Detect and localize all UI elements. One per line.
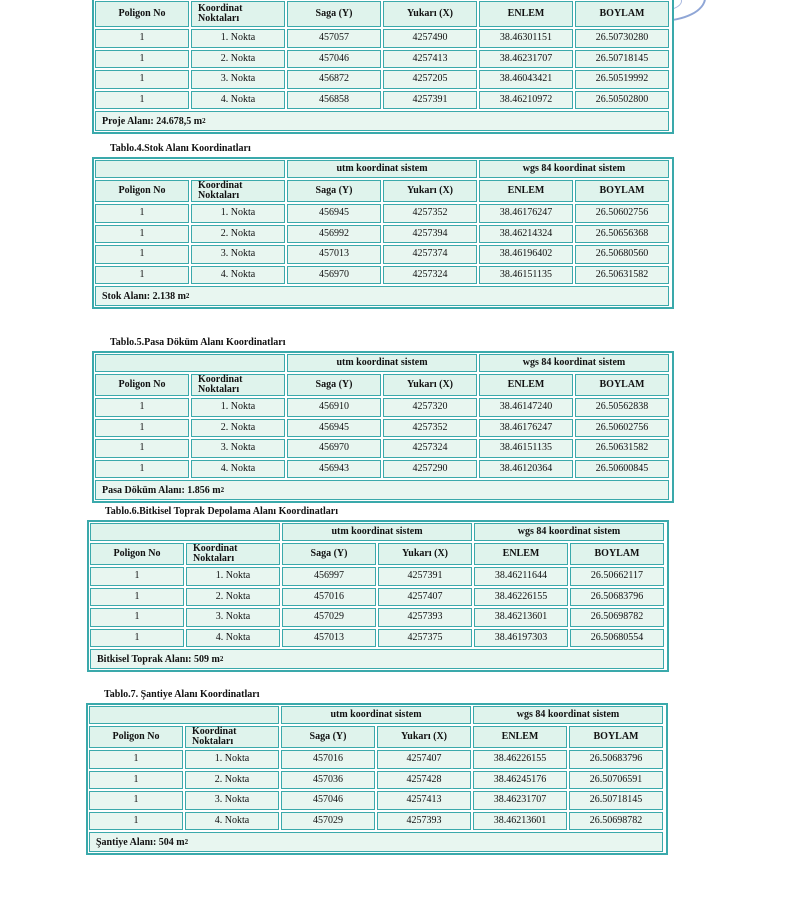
table-row	[94, 438, 672, 459]
area-total-label: Pasa Döküm Alanı: 1.856 m	[102, 484, 221, 496]
poligon-no-cell: 1	[90, 588, 184, 607]
utm-group-header: utm koordinat sistem	[287, 160, 477, 178]
area-unit-superscript: 2	[220, 486, 225, 494]
enlem-cell: 38.46151135	[479, 439, 573, 458]
saga-y-cell: 456997	[282, 567, 376, 586]
yukari-x-cell: 4257324	[383, 439, 477, 458]
poligon-no-cell: 1	[95, 460, 189, 479]
saga-y-cell: 456970	[287, 439, 381, 458]
boylam-cell: 26.50718145	[569, 791, 663, 810]
boylam-cell: 26.50631582	[575, 266, 669, 285]
enlem-cell: 38.46301151	[479, 29, 573, 48]
poligon-no-cell: 1	[95, 245, 189, 264]
poligon-no-cell: 1	[89, 750, 183, 769]
boylam-header: BOYLAM	[570, 543, 664, 565]
koordinat-header-line2: Noktaları	[192, 736, 234, 747]
yukari-x-header: Yukarı (X)	[378, 543, 472, 565]
boylam-cell: 26.50683796	[570, 588, 664, 607]
coordinate-table	[92, 351, 674, 503]
yukari-x-cell: 4257205	[383, 70, 477, 89]
yukari-x-cell: 4257352	[383, 204, 477, 223]
saga-y-cell: 457029	[282, 608, 376, 627]
koordinat-noktasi-cell: 4. Nokta	[186, 629, 280, 648]
enlem-header: ENLEM	[474, 543, 568, 565]
koordinat-header-line2: Noktaları	[193, 553, 235, 564]
poligon-no-cell: 1	[95, 266, 189, 285]
koordinat-noktasi-cell: 2. Nokta	[185, 771, 279, 790]
poligon-no-cell: 1	[89, 771, 183, 790]
column-header-row	[88, 725, 666, 749]
saga-y-header: Saga (Y)	[287, 374, 381, 396]
coordinate-table	[92, 157, 674, 309]
enlem-cell: 38.46151135	[479, 266, 573, 285]
enlem-cell: 38.46176247	[479, 419, 573, 438]
area-unit-superscript: 2	[184, 838, 189, 846]
yukari-x-cell: 4257394	[383, 225, 477, 244]
enlem-cell: 38.46245176	[473, 771, 567, 790]
saga-y-cell: 457013	[287, 245, 381, 264]
column-header-row	[94, 0, 672, 28]
table-row	[94, 49, 672, 70]
boylam-cell: 26.50706591	[569, 771, 663, 790]
coordinate-table	[92, 0, 674, 134]
yukari-x-cell: 4257413	[383, 50, 477, 69]
saga-y-cell: 456945	[287, 204, 381, 223]
boylam-header: BOYLAM	[575, 1, 669, 27]
boylam-cell: 26.50730280	[575, 29, 669, 48]
boylam-header: BOYLAM	[575, 180, 669, 202]
boylam-cell: 26.50600845	[575, 460, 669, 479]
table-row	[89, 566, 667, 587]
group-header-row	[94, 159, 672, 179]
koordinat-header-line1: Koordinat	[198, 3, 243, 14]
enlem-cell: 38.46226155	[474, 588, 568, 607]
enlem-header: ENLEM	[473, 726, 567, 748]
poligon-no-cell: 1	[89, 812, 183, 831]
table-row	[94, 224, 672, 245]
boylam-cell: 26.50631582	[575, 439, 669, 458]
koordinat-header-line2: Noktaları	[198, 190, 240, 201]
table-row	[94, 203, 672, 224]
poligon-no-cell: 1	[95, 225, 189, 244]
table-row	[94, 459, 672, 480]
yukari-x-header: Yukarı (X)	[383, 1, 477, 27]
utm-group-header: utm koordinat sistem	[281, 706, 471, 724]
table-row	[94, 69, 672, 90]
yukari-x-header: Yukarı (X)	[377, 726, 471, 748]
koordinat-noktasi-cell: 1. Nokta	[186, 567, 280, 586]
saga-y-cell: 456910	[287, 398, 381, 417]
yukari-x-cell: 4257352	[383, 419, 477, 438]
table-row	[94, 397, 672, 418]
koordinat-noktasi-cell: 2. Nokta	[191, 225, 285, 244]
area-total-note	[95, 480, 669, 500]
koordinat-noktasi-cell: 1. Nokta	[191, 204, 285, 223]
boylam-header: BOYLAM	[569, 726, 663, 748]
poligon-no-cell: 1	[95, 50, 189, 69]
area-total-label: Stok Alanı: 2.138 m	[102, 290, 186, 302]
boylam-cell: 26.50680554	[570, 629, 664, 648]
poligon-no-cell: 1	[89, 791, 183, 810]
table-caption: Tablo.6.Bitkisel Toprak Depolama Alanı Koordinatları	[105, 506, 339, 517]
table-row	[94, 418, 672, 439]
area-total-note	[95, 111, 669, 131]
table-row	[94, 265, 672, 286]
yukari-x-cell: 4257413	[377, 791, 471, 810]
yukari-x-cell: 4257375	[378, 629, 472, 648]
saga-y-header: Saga (Y)	[287, 1, 381, 27]
koordinat-header-line2: Noktaları	[198, 384, 240, 395]
saga-y-cell: 456943	[287, 460, 381, 479]
group-header-blank	[89, 706, 279, 724]
saga-y-header: Saga (Y)	[281, 726, 375, 748]
enlem-header: ENLEM	[479, 1, 573, 27]
yukari-x-cell: 4257428	[377, 771, 471, 790]
utm-group-header: utm koordinat sistem	[287, 354, 477, 372]
enlem-cell: 38.46210972	[479, 91, 573, 110]
koordinat-noktasi-cell: 2. Nokta	[191, 419, 285, 438]
yukari-x-header: Yukarı (X)	[383, 180, 477, 202]
coordinate-table	[87, 520, 669, 672]
koordinat-noktasi-cell: 1. Nokta	[191, 29, 285, 48]
yukari-x-cell: 4257407	[377, 750, 471, 769]
boylam-cell: 26.50698782	[569, 812, 663, 831]
enlem-header: ENLEM	[479, 374, 573, 396]
koordinat-noktalari-header	[191, 1, 285, 27]
table-row	[89, 628, 667, 649]
saga-y-header: Saga (Y)	[282, 543, 376, 565]
enlem-cell: 38.46196402	[479, 245, 573, 264]
table-row	[94, 90, 672, 111]
koordinat-noktasi-cell: 3. Nokta	[191, 245, 285, 264]
koordinat-header-line1: Koordinat	[198, 180, 243, 191]
koordinat-noktasi-cell: 3. Nokta	[191, 70, 285, 89]
enlem-cell: 38.46213601	[473, 812, 567, 831]
wgs84-group-header: wgs 84 koordinat sistem	[473, 706, 663, 724]
saga-y-cell: 457046	[287, 50, 381, 69]
group-header-row	[88, 705, 666, 725]
enlem-cell: 38.46197303	[474, 629, 568, 648]
yukari-x-cell: 4257393	[377, 812, 471, 831]
column-header-row	[94, 179, 672, 203]
table-caption: Tablo.4.Stok Alanı Koordinatları	[110, 143, 251, 154]
poligon-no-cell: 1	[95, 398, 189, 417]
yukari-x-cell: 4257320	[383, 398, 477, 417]
poligon-no-cell: 1	[95, 70, 189, 89]
table-row	[88, 790, 666, 811]
koordinat-noktasi-cell: 2. Nokta	[191, 50, 285, 69]
koordinat-noktasi-cell: 4. Nokta	[191, 91, 285, 110]
enlem-cell: 38.46211644	[474, 567, 568, 586]
wgs84-group-header: wgs 84 koordinat sistem	[474, 523, 664, 541]
yukari-x-cell: 4257393	[378, 608, 472, 627]
saga-y-cell: 457046	[281, 791, 375, 810]
boylam-cell: 26.50602756	[575, 419, 669, 438]
table-row	[88, 749, 666, 770]
koordinat-noktasi-cell: 1. Nokta	[185, 750, 279, 769]
boylam-cell: 26.50718145	[575, 50, 669, 69]
yukari-x-cell: 4257290	[383, 460, 477, 479]
saga-y-cell: 456970	[287, 266, 381, 285]
enlem-cell: 38.46226155	[473, 750, 567, 769]
enlem-cell: 38.46176247	[479, 204, 573, 223]
table-row	[94, 244, 672, 265]
area-total-label: Proje Alanı: 24.678,5 m	[102, 115, 203, 127]
saga-y-cell: 457057	[287, 29, 381, 48]
saga-y-cell: 457016	[282, 588, 376, 607]
koordinat-noktasi-cell: 1. Nokta	[191, 398, 285, 417]
area-total-label: Şantiye Alanı: 504 m	[96, 836, 185, 848]
table-caption: Tablo.5.Pasa Döküm Alanı Koordinatları	[110, 337, 286, 348]
poligon-no-cell: 1	[95, 419, 189, 438]
boylam-cell: 26.50698782	[570, 608, 664, 627]
yukari-x-cell: 4257391	[378, 567, 472, 586]
column-header-row	[94, 373, 672, 397]
enlem-cell: 38.46120364	[479, 460, 573, 479]
koordinat-header-line1: Koordinat	[192, 726, 237, 737]
boylam-header: BOYLAM	[575, 374, 669, 396]
saga-y-cell: 457029	[281, 812, 375, 831]
table-row	[94, 28, 672, 49]
enlem-cell: 38.46147240	[479, 398, 573, 417]
poligon-no-cell: 1	[90, 608, 184, 627]
area-unit-superscript: 2	[202, 117, 206, 125]
koordinat-noktalari-header	[185, 726, 279, 748]
boylam-cell: 26.50683796	[569, 750, 663, 769]
saga-y-cell: 457036	[281, 771, 375, 790]
boylam-cell: 26.50562838	[575, 398, 669, 417]
area-unit-superscript: 2	[185, 292, 190, 300]
saga-y-cell: 456872	[287, 70, 381, 89]
yukari-x-cell: 4257324	[383, 266, 477, 285]
koordinat-noktasi-cell: 4. Nokta	[191, 460, 285, 479]
koordinat-noktasi-cell: 2. Nokta	[186, 588, 280, 607]
area-unit-superscript: 2	[219, 655, 224, 663]
boylam-cell: 26.50656368	[575, 225, 669, 244]
table-caption: Tablo.7. Şantiye Alanı Koordinatları	[104, 689, 260, 700]
area-total-note	[90, 649, 664, 669]
enlem-cell: 38.46043421	[479, 70, 573, 89]
poligon-no-cell: 1	[95, 29, 189, 48]
poligon-no-cell: 1	[90, 629, 184, 648]
enlem-cell: 38.46231707	[473, 791, 567, 810]
yukari-x-cell: 4257374	[383, 245, 477, 264]
yukari-x-header: Yukarı (X)	[383, 374, 477, 396]
yukari-x-cell: 4257407	[378, 588, 472, 607]
enlem-header: ENLEM	[479, 180, 573, 202]
table-row	[89, 607, 667, 628]
poligon-no-cell: 1	[90, 567, 184, 586]
poligon-no-header: Poligon No	[95, 180, 189, 202]
koordinat-header-line1: Koordinat	[193, 543, 238, 554]
table-row	[88, 770, 666, 791]
group-header-blank	[90, 523, 280, 541]
boylam-cell: 26.50502800	[575, 91, 669, 110]
saga-y-cell: 456858	[287, 91, 381, 110]
group-header-blank	[95, 354, 285, 372]
enlem-cell: 38.46213601	[474, 608, 568, 627]
utm-group-header: utm koordinat sistem	[282, 523, 472, 541]
enlem-cell: 38.46231707	[479, 50, 573, 69]
boylam-cell: 26.50602756	[575, 204, 669, 223]
saga-y-cell: 456992	[287, 225, 381, 244]
poligon-no-cell: 1	[95, 439, 189, 458]
wgs84-group-header: wgs 84 koordinat sistem	[479, 354, 669, 372]
koordinat-noktalari-header	[186, 543, 280, 565]
koordinat-noktasi-cell: 3. Nokta	[186, 608, 280, 627]
column-header-row	[89, 542, 667, 566]
enlem-cell: 38.46214324	[479, 225, 573, 244]
koordinat-noktalari-header	[191, 374, 285, 396]
area-total-label: Bitkisel Toprak Alanı: 509 m	[97, 653, 220, 665]
poligon-no-cell: 1	[95, 91, 189, 110]
coordinate-table	[86, 703, 668, 855]
koordinat-header-line2: Noktaları	[198, 13, 240, 24]
yukari-x-cell: 4257391	[383, 91, 477, 110]
yukari-x-cell: 4257490	[383, 29, 477, 48]
boylam-cell: 26.50662117	[570, 567, 664, 586]
boylam-cell: 26.50680560	[575, 245, 669, 264]
poligon-no-header: Poligon No	[89, 726, 183, 748]
poligon-no-header: Poligon No	[95, 1, 189, 27]
wgs84-group-header: wgs 84 koordinat sistem	[479, 160, 669, 178]
table-row	[89, 587, 667, 608]
koordinat-header-line1: Koordinat	[198, 374, 243, 385]
koordinat-noktasi-cell: 3. Nokta	[185, 791, 279, 810]
saga-y-cell: 457016	[281, 750, 375, 769]
group-header-blank	[95, 160, 285, 178]
group-header-row	[94, 353, 672, 373]
area-total-note	[95, 286, 669, 306]
saga-y-header: Saga (Y)	[287, 180, 381, 202]
poligon-no-header: Poligon No	[95, 374, 189, 396]
saga-y-cell: 457013	[282, 629, 376, 648]
area-total-note	[89, 832, 663, 852]
saga-y-cell: 456945	[287, 419, 381, 438]
boylam-cell: 26.50519992	[575, 70, 669, 89]
group-header-row	[89, 522, 667, 542]
table-row	[88, 811, 666, 832]
koordinat-noktasi-cell: 4. Nokta	[191, 266, 285, 285]
koordinat-noktalari-header	[191, 180, 285, 202]
poligon-no-header: Poligon No	[90, 543, 184, 565]
poligon-no-cell: 1	[95, 204, 189, 223]
koordinat-noktasi-cell: 4. Nokta	[185, 812, 279, 831]
koordinat-noktasi-cell: 3. Nokta	[191, 439, 285, 458]
